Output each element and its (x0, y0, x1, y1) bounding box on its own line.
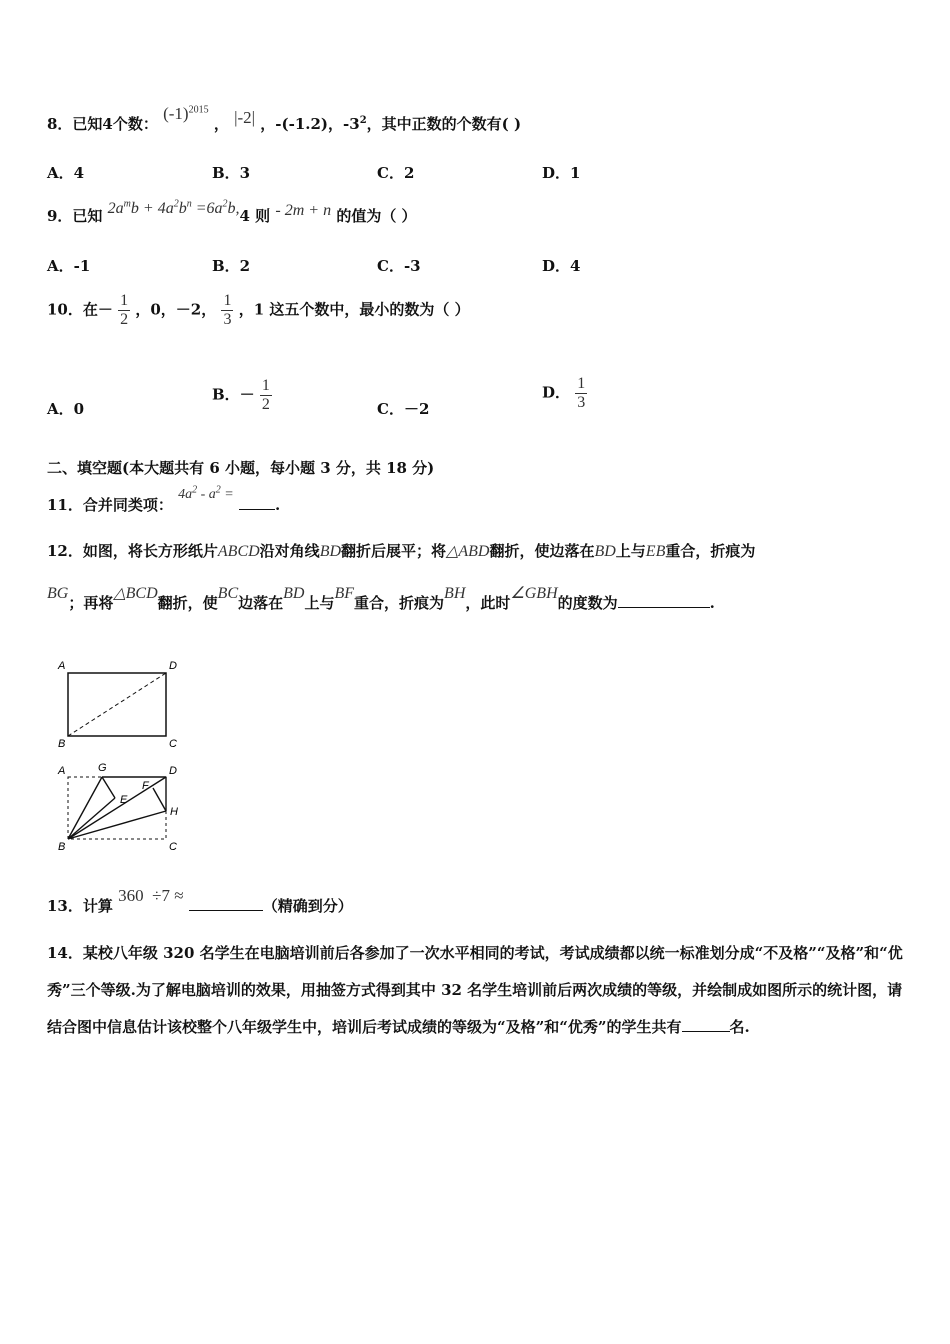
label-f: F (142, 780, 149, 792)
question-8-stem: 8．已知4个数： $(-1)^{2015}$ ， |-2| ，-(-1.2)，$-3^2$，其中正数的个数有( ) (47, 104, 522, 133)
label-d2: D (169, 765, 177, 777)
label-h: H (170, 806, 178, 818)
diagonal-bd (68, 673, 166, 736)
label-b2: B (58, 841, 66, 853)
q10-option-a: A．0 (47, 400, 85, 418)
question-13: 13．计算 360 ÷7 ≈ （精确到分） (47, 886, 353, 915)
q9-option-a: A．-1 (47, 257, 91, 275)
q9-option-b: B．2 (212, 257, 251, 275)
q10-option-c: C．－2 (377, 400, 430, 418)
figure-rectangle-abcd (57, 660, 177, 750)
label-a2: A (58, 765, 66, 777)
label-b: B (58, 738, 66, 750)
q14-text: 14．某校八年级 320 名学生在电脑培训前后各参加了一次水平相同的考试，考试成绩都以统一标准划分成“不及格”“及格”和“优秀”三个等级.为了解电脑培训的效果，用抽签方式得到其中 32 名学生培训前后两次成绩的等级，并绘制成如图所示的统计图，请结合图中信息估计该校整个八年级学生中，培训后考试成绩的等级为“及格”和“优秀”的学生共有 (47, 944, 903, 1036)
q13-expr: 360 ÷7 ≈ (118, 886, 184, 905)
q8-option-b: B．3 (212, 164, 251, 182)
label-a: A (58, 660, 66, 672)
question-11: 11．合并同类项： $4a^2 - a^2$ = . (47, 484, 281, 514)
q11-answer-blank[interactable] (239, 509, 275, 510)
q10-option-b: B．－ $\frac{1}{2}$ (212, 377, 270, 413)
q9-option-c: C．-3 (377, 257, 421, 275)
q10-fraction-2: $\frac{1}{3}$ (223, 292, 232, 328)
question-12-line-2: BG；再将△BCD翻折，使BC边落在BD上与BF重合，折痕为BH，此时∠GBH的度数为 . (47, 585, 715, 612)
q10-tail: ，1 这五个数中，最小的数为（ ） (238, 300, 470, 319)
question-14: 14．某校八年级 320 名学生在电脑培训前后各参加了一次水平相同的考试，考试成绩都以统一标准划分成“不及格”“及格”和“优秀”三个等级.为了解电脑培训的效果，用抽签方式得到其中 32 名学生培训前后两次成绩的等级，并绘制成如图所示的统计图，请结合图中信息估计该校整个八年级学生中，培训后考试成绩的等级为“及格”和“优秀”的学生共有 名. (47, 944, 903, 1036)
q12-figure (50, 655, 190, 855)
q13-answer-blank[interactable] (189, 910, 263, 911)
q8-rest: ，-(-1.2)，$-3^2$ (260, 115, 367, 133)
q8-option-c: C．2 (377, 164, 415, 182)
section-2-heading: 二、填空题(本大题共有 6 小题，每小题 3 分，共 18 分) (47, 459, 435, 477)
q9-option-d: D．4 (542, 257, 581, 275)
label-e: E (120, 794, 128, 806)
q10-mid: ，0，－2， (135, 300, 217, 319)
q11-expr: $4a^2 - a^2$ = (178, 484, 234, 502)
q8-option-a: A．4 (47, 164, 85, 182)
label-c2: C (169, 841, 177, 853)
q10-fraction-1: $\frac{1}{2}$ (120, 292, 129, 328)
q14-answer-blank[interactable] (682, 1031, 730, 1032)
q10-option-b-fraction: $\frac{1}{2}$ (261, 377, 270, 413)
q9-expr: - 2m + n (275, 202, 332, 219)
q9-stem-text: 9．已知 (47, 207, 103, 225)
figure-folded (57, 762, 178, 853)
q8-expr1: $(-1)^{2015}$ (163, 104, 209, 123)
q12-answer-blank[interactable] (618, 607, 710, 608)
question-10-stem (47, 292, 470, 329)
label-g: G (98, 762, 107, 774)
question-9-stem (47, 198, 417, 226)
q8-tail: ，其中正数的个数有( ) (366, 115, 522, 133)
q8-stem-text: 8．已知4个数： (47, 115, 158, 133)
q10-option-d: D． $\frac{1}{3}$ (542, 375, 586, 411)
q8-expr2: |-2| (234, 108, 256, 127)
q13-stem-text: 13．计算 (47, 897, 113, 915)
q11-stem-text: 11．合并同类项： (47, 496, 173, 514)
q10-stem-text: 10．在－ (47, 300, 113, 319)
question-12-line-1: 12．如图，将长方形纸片ABCD沿对角线BD翻折后展平；将△ABD翻折，使边落在BD上与EB重合，折痕为 (47, 542, 756, 560)
q10-option-d-fraction: $\frac{1}{3}$ (577, 375, 586, 411)
q9-equation: $2a^mb + 4a^2b^n =6a^2b$, (107, 198, 240, 217)
q9-mid: 4 则 (239, 207, 271, 225)
label-c: C (169, 738, 177, 750)
q9-tail: 的值为（ ） (336, 207, 417, 225)
label-d: D (169, 660, 177, 672)
q8-option-d: D．1 (542, 164, 581, 182)
